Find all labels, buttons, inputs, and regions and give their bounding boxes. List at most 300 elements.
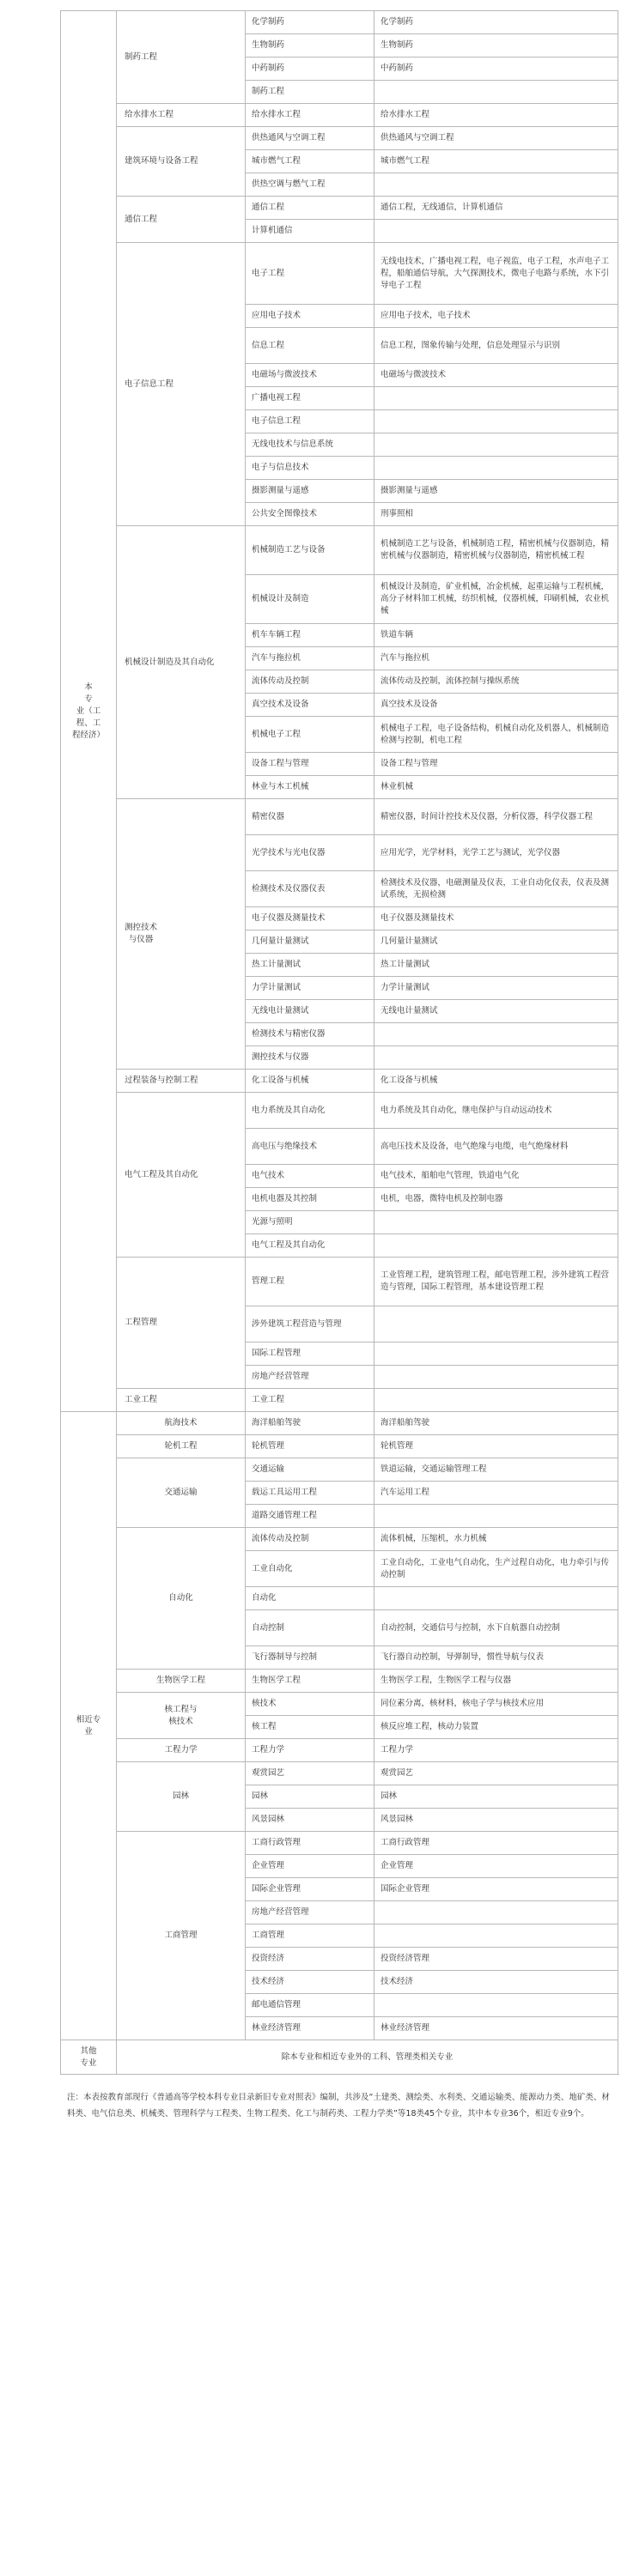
discipline-cell — [116, 1388, 245, 1411]
discipline-cell-text: 工程力学 — [164, 1745, 198, 1755]
discipline-cell-text: 电子信息工程 — [125, 379, 174, 389]
former-program-cell-text: 观赏园艺 — [380, 1768, 414, 1778]
discipline-cell — [116, 1669, 245, 1692]
former-program-cell-text: 流体传动及控制，流体控制与操纵系统 — [380, 676, 520, 686]
program-name-cell — [245, 103, 374, 126]
program-name-cell — [245, 1527, 374, 1550]
former-program-cell — [374, 1481, 618, 1504]
former-program-cell — [374, 999, 618, 1022]
former-program-cell — [374, 1993, 618, 2016]
program-name-cell — [245, 242, 374, 304]
former-program-cell — [374, 834, 618, 870]
program-name-cell — [245, 219, 374, 242]
former-program-cell-text: 设备工程与管理 — [380, 759, 438, 768]
category-cell-text: 相近专 业 — [76, 1714, 101, 1737]
former-program-cell — [374, 1738, 618, 1761]
program-name-cell-text: 道路交通管理工程 — [252, 1511, 318, 1520]
program-name-cell-text: 邮电通信管理 — [252, 2000, 301, 2009]
former-program-cell — [374, 1128, 618, 1164]
former-program-cell — [374, 1808, 618, 1831]
program-name-cell — [245, 623, 374, 646]
former-program-cell-text: 同位素分离，核材料，核电子学与核技术应用 — [380, 1699, 545, 1708]
program-name-cell-text: 电力系统及其自动化 — [252, 1105, 326, 1115]
program-name-cell-text: 高电压与绝缘技术 — [252, 1141, 318, 1151]
former-program-cell — [374, 2016, 618, 2040]
program-name-cell-text: 检测技术与精密仪器 — [252, 1029, 326, 1039]
program-name-cell-text: 核工程 — [252, 1722, 277, 1731]
program-name-cell — [245, 1947, 374, 1970]
former-program-cell-text: 无线电技术，广播电视工程，电子视监，电子工程，水声电子工程，船舶通信导航，大气探测技术，微电子电路与系统，水下引导电子工程 — [380, 256, 610, 290]
former-program-cell-text: 热工计量测试 — [380, 960, 430, 969]
program-name-cell-text: 设备工程与管理 — [252, 759, 309, 768]
former-program-cell-text: 城市燃气工程 — [380, 156, 430, 166]
category-cell-other-text: 其他 专业 — [80, 2046, 97, 2068]
program-name-cell-text: 光源与照明 — [252, 1217, 293, 1227]
program-name-cell-text: 工商行政管理 — [252, 1838, 301, 1847]
former-program-cell — [374, 1046, 618, 1069]
program-name-cell-text: 国际工程管理 — [252, 1349, 301, 1358]
former-program-cell-text: 真空技术及设备 — [380, 700, 438, 709]
program-name-cell-text: 生物医学工程 — [252, 1676, 301, 1685]
program-name-cell-text: 制药工程 — [252, 87, 285, 96]
former-program-cell — [374, 752, 618, 775]
former-program-cell — [374, 1854, 618, 1877]
former-program-cell — [374, 798, 618, 834]
discipline-cell — [116, 126, 245, 196]
program-name-cell — [245, 1342, 374, 1365]
program-name-cell-text: 广播电视工程 — [252, 393, 301, 403]
former-program-cell — [374, 173, 618, 196]
former-program-cell-text: 汽车运用工程 — [380, 1488, 430, 1497]
program-name-cell — [245, 834, 374, 870]
program-name-cell — [245, 1365, 374, 1388]
former-program-cell-text: 林业经济管理 — [380, 2023, 430, 2033]
other-majors-cell — [116, 2040, 618, 2074]
program-name-cell — [245, 1900, 374, 1924]
program-name-cell — [245, 716, 374, 752]
former-program-cell — [374, 1785, 618, 1808]
discipline-cell-text: 制药工程 — [125, 52, 158, 62]
former-program-cell-text: 飞行器自动控制，导弹制导，惯性导航与仪表 — [380, 1652, 545, 1662]
former-program-cell — [374, 1365, 618, 1388]
discipline-cell — [116, 1257, 245, 1388]
former-program-cell-text: 几何量计量测试 — [380, 936, 438, 946]
discipline-cell — [116, 798, 245, 1069]
former-program-cell-text: 给水排水工程 — [380, 110, 430, 119]
former-program-cell — [374, 327, 618, 363]
program-name-cell — [245, 1388, 374, 1411]
program-name-cell-text: 飞行器制导与控制 — [252, 1652, 318, 1662]
program-name-cell-text: 热工计量测试 — [252, 960, 301, 969]
program-name-cell — [245, 906, 374, 930]
former-program-cell — [374, 1504, 618, 1527]
discipline-cell — [116, 1761, 245, 1831]
former-program-cell — [374, 80, 618, 103]
program-name-cell-text: 电磁场与微波技术 — [252, 370, 318, 379]
former-program-cell-text: 化学制药 — [380, 17, 414, 27]
program-name-cell — [245, 363, 374, 386]
discipline-cell — [116, 1434, 245, 1458]
former-program-cell — [374, 1692, 618, 1715]
former-program-cell — [374, 1434, 618, 1458]
program-name-cell-text: 电气技术 — [252, 1171, 285, 1180]
discipline-cell — [116, 1092, 245, 1257]
former-program-cell — [374, 906, 618, 930]
former-program-cell-text: 海洋船舶驾驶 — [380, 1418, 430, 1427]
program-name-cell-text: 光学技术与光电仪器 — [252, 847, 326, 858]
program-name-cell — [245, 1854, 374, 1877]
program-name-cell — [245, 1669, 374, 1692]
program-name-cell — [245, 386, 374, 409]
former-program-cell — [374, 1609, 618, 1646]
program-name-cell-text: 房地产经营管理 — [252, 1372, 309, 1381]
discipline-cell — [116, 196, 245, 242]
former-program-cell-text: 机械设计及制造，矿业机械，冶金机械，起重运输与工程机械，高分子材料加工机械，纺织机械，仪器机械，印刷机械，农业机械 — [380, 582, 610, 615]
program-name-cell-text: 电子与信息技术 — [252, 463, 309, 472]
table-footnote — [67, 2089, 610, 2122]
former-program-cell-text: 轮机管理 — [380, 1441, 414, 1451]
former-program-cell — [374, 1527, 618, 1550]
program-name-cell — [245, 1970, 374, 1993]
discipline-cell-text: 工商管理 — [164, 1930, 198, 1940]
discipline-cell-text: 交通运输 — [164, 1488, 198, 1497]
former-program-cell-text: 风景园林 — [380, 1815, 414, 1824]
former-program-cell — [374, 196, 618, 219]
program-name-cell — [245, 149, 374, 173]
program-name-cell — [245, 1586, 374, 1609]
program-name-cell — [245, 196, 374, 219]
discipline-cell — [116, 103, 245, 126]
program-name-cell — [245, 10, 374, 33]
former-program-cell-text: 刑事照相 — [380, 509, 414, 518]
program-name-cell — [245, 33, 374, 57]
discipline-cell — [116, 10, 245, 103]
program-name-cell-text: 检测技术及仪器仪表 — [252, 883, 326, 894]
former-program-cell — [374, 1761, 618, 1785]
program-name-cell — [245, 1164, 374, 1187]
program-name-cell — [245, 953, 374, 976]
former-program-cell — [374, 149, 618, 173]
program-name-cell-text: 轮机管理 — [252, 1441, 285, 1451]
discipline-cell-text: 电气工程及其自动化 — [125, 1169, 198, 1179]
former-program-cell — [374, 479, 618, 502]
category-cell — [60, 10, 116, 1411]
former-program-cell-text: 应用光学，光学材料，光学工艺与测试，光学仪器 — [380, 847, 561, 858]
category-cell — [60, 1411, 116, 2040]
program-name-cell — [245, 670, 374, 693]
former-program-cell — [374, 1233, 618, 1257]
program-name-cell-text: 生物制药 — [252, 40, 285, 50]
program-name-cell-text: 观赏园艺 — [252, 1768, 285, 1778]
program-name-cell-text: 应用电子技术 — [252, 311, 301, 320]
program-name-cell — [245, 999, 374, 1022]
former-program-cell — [374, 1458, 618, 1481]
program-name-cell-text: 交通运输 — [252, 1464, 285, 1474]
program-name-cell-text: 企业管理 — [252, 1861, 285, 1870]
program-name-cell-text: 城市燃气工程 — [252, 156, 301, 166]
former-program-cell-text: 检测技术及仪器，电磁测量及仪表，工业自动化仪表，仪表及测试系统，无损检测 — [380, 877, 610, 900]
former-program-cell — [374, 976, 618, 999]
program-name-cell-text: 海洋船舶驾驶 — [252, 1418, 301, 1427]
former-program-cell — [374, 1900, 618, 1924]
program-name-cell — [245, 1738, 374, 1761]
program-name-cell-text: 通信工程 — [252, 203, 285, 212]
program-name-cell — [245, 1785, 374, 1808]
program-name-cell-text: 精密仪器 — [252, 811, 285, 821]
discipline-cell-text: 测控技术 与仪器 — [125, 923, 158, 944]
program-name-cell — [245, 173, 374, 196]
discipline-cell-text: 过程装备与控制工程 — [125, 1076, 198, 1085]
program-name-cell-text: 电子信息工程 — [252, 416, 301, 426]
program-name-cell-text: 技术经济 — [252, 1977, 285, 1986]
former-program-cell-text: 高电压技术及设备，电气绝缘与电缆，电气绝缘材料 — [380, 1141, 569, 1151]
program-name-cell-text: 化学制药 — [252, 17, 285, 27]
program-name-cell — [245, 126, 374, 149]
program-name-cell-text: 电机电器及其控制 — [252, 1194, 318, 1203]
program-name-cell — [245, 409, 374, 433]
program-name-cell-text: 自动化 — [252, 1593, 277, 1603]
former-program-cell — [374, 1715, 618, 1738]
program-name-cell — [245, 1210, 374, 1233]
program-name-cell — [245, 1504, 374, 1527]
former-program-cell-text: 供热通风与空调工程 — [380, 133, 454, 142]
discipline-cell — [116, 1831, 245, 2040]
former-program-cell — [374, 363, 618, 386]
former-program-cell — [374, 242, 618, 304]
program-name-cell — [245, 57, 374, 80]
program-name-cell — [245, 1924, 374, 1947]
program-name-cell-text: 力学计量测试 — [252, 983, 301, 992]
discipline-cell-text: 建筑环境与设备工程 — [125, 156, 198, 166]
program-name-cell-text: 林业与木工机械 — [252, 782, 309, 791]
former-program-cell — [374, 716, 618, 752]
discipline-cell — [116, 525, 245, 798]
former-program-cell — [374, 304, 618, 327]
table-bottom-border — [60, 2074, 619, 2075]
former-program-cell-text: 工商行政管理 — [380, 1838, 430, 1847]
discipline-cell-text: 园林 — [172, 1791, 189, 1801]
discipline-cell-text: 轮机工程 — [164, 1441, 198, 1451]
discipline-cell-text: 生物医学工程 — [155, 1676, 205, 1685]
program-name-cell-text: 房地产经营管理 — [252, 1907, 309, 1917]
program-name-cell-text: 汽车与拖拉机 — [252, 653, 301, 663]
former-program-cell — [374, 1669, 618, 1692]
former-program-cell — [374, 1306, 618, 1342]
former-program-cell-text: 汽车与拖拉机 — [380, 653, 430, 663]
program-name-cell — [245, 1128, 374, 1164]
program-name-cell-text: 园林 — [252, 1791, 269, 1801]
program-name-cell-text: 电子工程 — [252, 268, 285, 278]
former-program-cell-text: 林业机械 — [380, 782, 414, 791]
program-name-cell-text: 工程力学 — [252, 1745, 285, 1755]
former-program-cell-text: 核反应堆工程，核动力装置 — [380, 1722, 479, 1731]
former-program-cell — [374, 646, 618, 670]
former-program-cell-text: 精密仪器，时间计控技术及仪器，分析仪器，科学仪器工程 — [380, 811, 594, 821]
program-name-cell-text: 管理工程 — [252, 1276, 285, 1286]
program-name-cell — [245, 1458, 374, 1481]
former-program-cell — [374, 1022, 618, 1046]
program-name-cell-text: 供热空调与燃气工程 — [252, 179, 326, 189]
program-name-cell — [245, 2016, 374, 2040]
program-name-cell — [245, 327, 374, 363]
program-name-cell-text: 几何量计量测试 — [252, 936, 309, 946]
former-program-cell — [374, 10, 618, 33]
former-program-cell — [374, 433, 618, 456]
former-program-cell — [374, 409, 618, 433]
program-name-cell-text: 电气工程及其自动化 — [252, 1240, 326, 1250]
former-program-cell — [374, 670, 618, 693]
program-name-cell — [245, 1609, 374, 1646]
program-name-cell-text: 机械制造工艺与设备 — [252, 545, 326, 555]
program-name-cell — [245, 1069, 374, 1092]
program-name-cell — [245, 1993, 374, 2016]
discipline-cell — [116, 242, 245, 525]
program-name-cell — [245, 1046, 374, 1069]
program-name-cell — [245, 870, 374, 906]
program-name-cell — [245, 304, 374, 327]
program-name-cell-text: 投资经济 — [252, 1954, 285, 1963]
program-name-cell-text: 中药制药 — [252, 64, 285, 73]
program-name-cell-text: 工商管理 — [252, 1930, 285, 1940]
former-program-cell-text: 机械电子工程，电子设备结构，机械自动化及机器人，机械制造检测与控制，机电工程 — [380, 723, 610, 745]
program-name-cell — [245, 1233, 374, 1257]
program-name-cell-text: 化工设备与机械 — [252, 1076, 309, 1085]
program-name-cell-text: 无线电计量测试 — [252, 1006, 309, 1015]
former-program-cell — [374, 1092, 618, 1128]
program-name-cell-text: 核技术 — [252, 1699, 277, 1708]
former-program-cell-text: 化工设备与机械 — [380, 1076, 438, 1085]
former-program-cell — [374, 953, 618, 976]
former-program-cell — [374, 1342, 618, 1365]
program-name-cell-text: 涉外建筑工程营造与管理 — [252, 1318, 342, 1329]
program-name-cell — [245, 1257, 374, 1306]
former-program-cell — [374, 775, 618, 798]
program-name-cell-text: 测控技术与仪器 — [252, 1052, 309, 1062]
program-name-cell-text: 机车车辆工程 — [252, 630, 301, 639]
former-program-cell-text: 工业管理工程，建筑管理工程，邮电管理工程，涉外建筑工程营造与管理，国际工程管理，基本建设管理工程 — [380, 1270, 610, 1292]
program-name-cell — [245, 1715, 374, 1738]
former-program-cell — [374, 1947, 618, 1970]
program-name-cell-text: 林业经济管理 — [252, 2023, 301, 2033]
program-name-cell — [245, 525, 374, 574]
program-name-cell — [245, 1550, 374, 1586]
program-name-cell-text: 工业自动化 — [252, 1563, 293, 1573]
former-program-cell — [374, 456, 618, 479]
former-program-cell-text: 机械制造工艺与设备，机械制造工程，精密机械与仪器制造，精密机械与仪器制造，精密机械与仪器制造，精密机械工程 — [380, 539, 610, 561]
former-program-cell — [374, 1924, 618, 1947]
program-name-cell — [245, 1092, 374, 1128]
former-program-cell — [374, 930, 618, 953]
former-program-cell — [374, 57, 618, 80]
discipline-cell — [116, 1527, 245, 1669]
former-program-cell — [374, 126, 618, 149]
former-program-cell — [374, 103, 618, 126]
former-program-cell-text: 园林 — [380, 1791, 398, 1801]
program-name-cell — [245, 1411, 374, 1434]
program-name-cell — [245, 1434, 374, 1458]
former-program-cell — [374, 525, 618, 574]
former-program-cell — [374, 574, 618, 623]
discipline-cell — [116, 1738, 245, 1761]
category-cell-other — [60, 2040, 116, 2074]
former-program-cell — [374, 1069, 618, 1092]
program-name-cell — [245, 80, 374, 103]
former-program-cell-text: 技术经济 — [380, 1977, 414, 1986]
former-program-cell — [374, 1257, 618, 1306]
program-name-cell — [245, 646, 374, 670]
program-name-cell-text: 公共安全图像技术 — [252, 509, 318, 518]
former-program-cell-text: 企业管理 — [380, 1861, 414, 1870]
discipline-cell — [116, 1692, 245, 1738]
program-name-cell — [245, 479, 374, 502]
former-program-cell-text: 力学计量测试 — [380, 983, 430, 992]
discipline-cell — [116, 1458, 245, 1527]
former-program-cell — [374, 1646, 618, 1669]
former-program-cell — [374, 1411, 618, 1434]
discipline-cell-text: 机械设计制造及其自动化 — [125, 657, 215, 667]
category-cell-text: 本 专 业（工 程、工 程经济） — [71, 682, 105, 740]
program-name-cell-text: 电子仪器及测量技术 — [252, 913, 326, 923]
former-program-cell-text: 无线电计量测试 — [380, 1006, 438, 1015]
discipline-cell-text: 自动化 — [168, 1593, 193, 1603]
program-name-cell — [245, 1306, 374, 1342]
discipline-cell-text: 航海技术 — [164, 1418, 198, 1427]
program-name-cell — [245, 1808, 374, 1831]
former-program-cell-text: 投资经济管理 — [380, 1954, 430, 1963]
former-program-cell-text: 中药制药 — [380, 64, 414, 73]
former-program-cell-text: 流体机械，压缩机，水力机械 — [380, 1534, 487, 1543]
former-program-cell-text: 自动控制，交通信号与控制，水下自航器自动控制 — [380, 1622, 561, 1633]
former-program-cell — [374, 1164, 618, 1187]
discipline-cell-text: 通信工程 — [125, 214, 158, 224]
program-name-cell — [245, 930, 374, 953]
program-name-cell-text: 风景园林 — [252, 1815, 285, 1824]
former-program-cell — [374, 1388, 618, 1411]
discipline-cell — [116, 1411, 245, 1434]
former-program-cell-text: 电力系统及其自动化，继电保护与自动远动技术 — [380, 1105, 552, 1115]
program-name-cell — [245, 456, 374, 479]
other-majors-cell-text: 除本专业和相近专业外的工科、管理类相关专业 — [281, 2052, 454, 2062]
program-name-cell — [245, 1877, 374, 1900]
program-name-cell — [245, 1022, 374, 1046]
discipline-cell-text: 工业工程 — [125, 1395, 158, 1404]
program-name-cell-text: 流体传动及控制 — [252, 1534, 309, 1543]
former-program-cell-text: 应用电子技术，电子技术 — [380, 311, 471, 320]
former-program-cell — [374, 1586, 618, 1609]
former-program-cell — [374, 1550, 618, 1586]
program-name-cell — [245, 1692, 374, 1715]
former-program-cell-text: 国际企业管理 — [380, 1884, 430, 1894]
former-program-cell-text: 信息工程，图象传输与处理，信息处理显示与识别 — [380, 340, 561, 350]
former-program-cell — [374, 1210, 618, 1233]
program-name-cell-text: 供热通风与空调工程 — [252, 133, 326, 142]
former-program-cell — [374, 623, 618, 646]
former-program-cell-text: 生物医学工程，生物医学工程与仪器 — [380, 1676, 512, 1685]
program-name-cell-text: 工业工程 — [252, 1395, 285, 1404]
program-name-cell — [245, 1481, 374, 1504]
program-name-cell-text: 信息工程 — [252, 340, 285, 350]
former-program-cell-text: 铁道运输，交通运输管理工程 — [380, 1464, 487, 1474]
former-program-cell-text: 电磁场与微波技术 — [380, 370, 447, 379]
former-program-cell — [374, 1970, 618, 1993]
program-name-cell-text: 给水排水工程 — [252, 110, 301, 119]
program-name-cell-text: 载运工具运用工程 — [252, 1488, 318, 1497]
program-name-cell-text: 摄影测量与遥感 — [252, 486, 309, 495]
discipline-cell — [116, 1069, 245, 1092]
program-name-cell-text: 机械电子工程 — [252, 729, 301, 739]
former-program-cell — [374, 386, 618, 409]
former-program-cell — [374, 502, 618, 525]
